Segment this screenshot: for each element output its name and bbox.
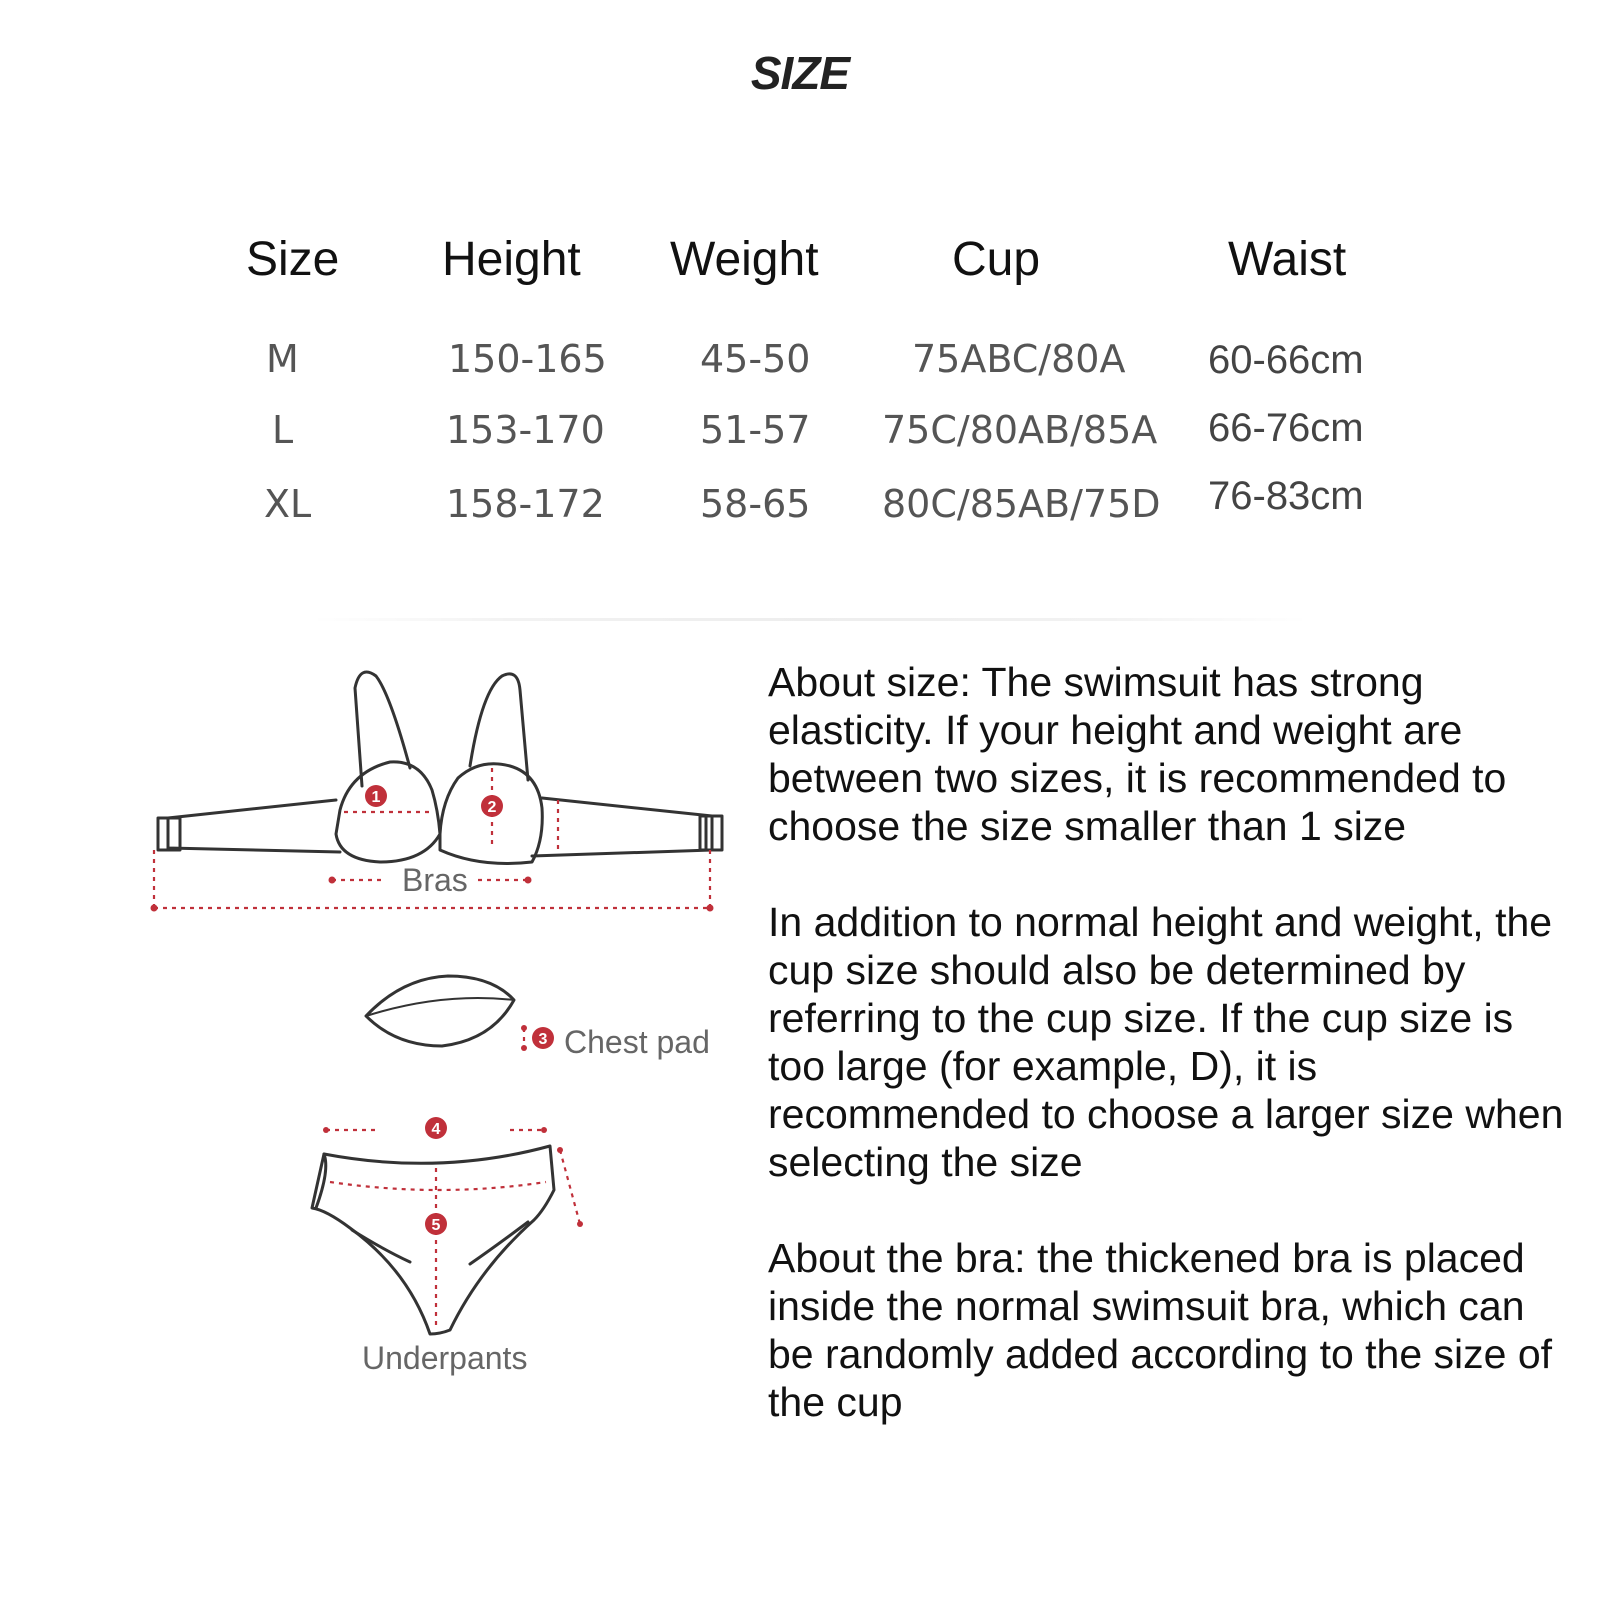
cell-cup: 80C/85AB/75D — [882, 482, 1161, 526]
marker-3 — [532, 1027, 554, 1049]
header-height: Height — [442, 233, 581, 286]
cell-weight: 58-65 — [700, 482, 811, 526]
cell-size: M — [266, 337, 299, 381]
note-about-size: About size: The swimsuit has strong elasticity. If your height and weight are between two sizes, it is recommended to choose the size smaller than 1 size — [768, 659, 1507, 849]
marker-2 — [481, 795, 503, 817]
bra-cup-left — [336, 762, 440, 862]
marker-1-label: 1 — [371, 789, 381, 806]
size-table — [0, 0, 1600, 560]
underpants-shape — [312, 1146, 554, 1334]
size-notes — [768, 658, 1578, 1474]
cell-size: L — [272, 408, 294, 452]
cell-weight: 45-50 — [700, 337, 811, 381]
cell-height: 153-170 — [446, 408, 605, 452]
chest-pad-shape — [366, 976, 514, 1046]
cell-size: XL — [264, 482, 312, 526]
marker-5-label: 5 — [431, 1217, 441, 1234]
divider — [310, 618, 1310, 621]
header-size: Size — [246, 233, 340, 286]
chest-pad-label: Chest pad — [564, 1024, 710, 1060]
cell-waist: 66-76cm — [1208, 406, 1364, 450]
header-weight: Weight — [670, 233, 819, 286]
page-title: SIZE — [750, 47, 850, 99]
marker-4-label: 4 — [431, 1121, 441, 1138]
measurement-diagram — [140, 650, 740, 1430]
bras-label: Bras — [402, 862, 468, 898]
cell-waist: 76-83cm — [1208, 474, 1364, 518]
cell-waist: 60-66cm — [1208, 338, 1364, 382]
underpants-label: Underpants — [362, 1340, 528, 1376]
cell-cup: 75ABC/80A — [912, 337, 1126, 381]
bra-band-left — [168, 800, 340, 852]
waist-guide — [330, 1182, 546, 1190]
cell-height: 158-172 — [446, 482, 605, 526]
note-cup-size: In addition to normal height and weight, the cup size should also be determined by referring to the cup size. If the cup size is too large (for example, D), it is recommended to choose a larger size when selecting the size — [768, 899, 1564, 1185]
marker-4 — [425, 1117, 447, 1139]
cell-height: 150-165 — [448, 337, 607, 381]
header-cup: Cup — [952, 233, 1041, 286]
marker-2-label: 2 — [487, 799, 497, 816]
marker-5 — [425, 1213, 447, 1235]
cell-cup: 75C/80AB/85A — [882, 408, 1158, 452]
header-waist: Waist — [1228, 233, 1347, 286]
cell-weight: 51-57 — [700, 408, 811, 452]
marker-3-label: 3 — [538, 1031, 548, 1048]
marker-1 — [365, 785, 387, 807]
note-about-bra: About the bra: the thickened bra is placed inside the normal swimsuit bra, which can be randomly added according to the size of the cup — [768, 1235, 1553, 1425]
bra-strap-left — [355, 672, 410, 786]
